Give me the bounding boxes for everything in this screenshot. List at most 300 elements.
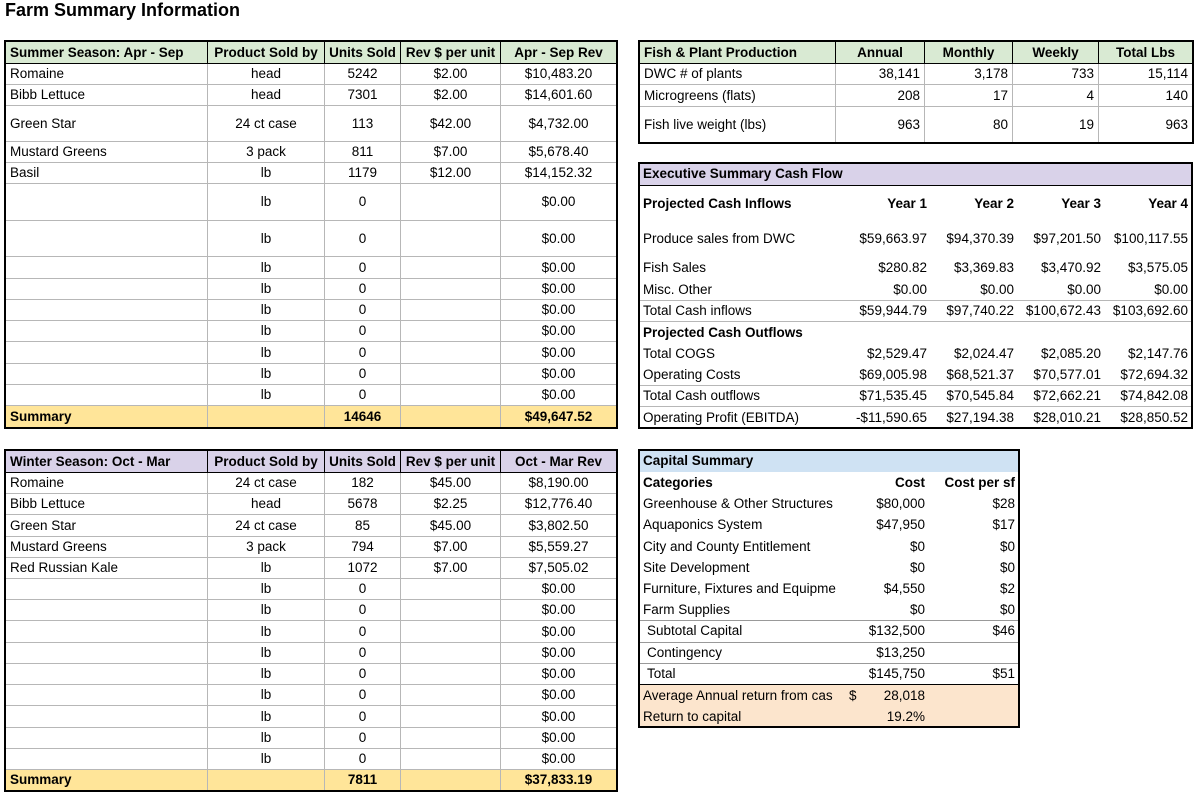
cell: 7301 (325, 85, 401, 106)
cell (401, 600, 501, 621)
cell: $4,732.00 (501, 106, 617, 142)
cell (208, 770, 325, 791)
cell: Total Cash inflows (639, 300, 844, 321)
table-row (6, 685, 617, 706)
cell: 963 (836, 107, 925, 143)
cell: $0.00 (501, 728, 617, 749)
cell: $0.00 (501, 749, 617, 770)
cell: Operating Costs (639, 364, 844, 385)
year-4-header: Year 4 (1148, 195, 1188, 211)
page-title: Farm Summary Information (5, 0, 241, 20)
cell (929, 684, 1019, 706)
cell: $94,370.39 (946, 231, 1014, 247)
summer-col-rev: Apr - Sep Rev (501, 42, 617, 64)
table-row (6, 300, 617, 321)
table-row (639, 343, 1192, 364)
cell: $0.00 (844, 279, 931, 300)
cell: $5,559.27 (501, 537, 617, 558)
cell: lb (208, 321, 325, 342)
table-row (639, 493, 1019, 514)
cell: $2.00 (401, 64, 501, 85)
production-col-name: Fish & Plant Production (640, 42, 836, 64)
cell: $0.00 (1018, 279, 1105, 300)
production-col-weekly: Weekly (1013, 42, 1099, 64)
cell (6, 385, 208, 406)
table-row (6, 706, 617, 728)
cell: 17 (925, 85, 1013, 107)
cell: $0.00 (501, 184, 617, 221)
table-row (639, 514, 1019, 536)
table-row (6, 142, 617, 163)
cell (401, 184, 501, 221)
cell: 0 (325, 685, 401, 706)
cash-outflows-header-row (639, 321, 1192, 343)
cell: $97,201.50 (1033, 231, 1101, 247)
production-header-row (640, 42, 1193, 64)
cell: $103,692.60 (1105, 300, 1192, 321)
cell (401, 706, 501, 728)
cell: $0.00 (501, 364, 617, 385)
cell: lb (208, 184, 325, 221)
cell: Red Russian Kale (6, 558, 208, 579)
cell: 0 (325, 600, 401, 621)
cell: $8,190.00 (501, 473, 617, 494)
cell: 0 (325, 321, 401, 342)
cell (6, 706, 208, 728)
table-row (6, 257, 617, 279)
cash-outflows-label: Projected Cash Outflows (643, 324, 803, 340)
cell: Bibb Lettuce (6, 85, 208, 106)
capital-title-row (639, 450, 1019, 472)
cell (6, 685, 208, 706)
cell (6, 621, 208, 643)
cell: $0 (909, 538, 925, 554)
table-row (6, 364, 617, 385)
cell: 811 (325, 142, 401, 163)
cell: lb (208, 221, 325, 257)
cell: $27,194.38 (946, 409, 1014, 425)
cell: Site Development (643, 559, 750, 575)
cell: $10,483.20 (501, 64, 617, 85)
cell: 0 (325, 184, 401, 221)
cell: $7.00 (401, 537, 501, 558)
table-row (640, 107, 1193, 143)
cell: 0 (325, 749, 401, 770)
summer-col-units: Units Sold (325, 42, 401, 64)
cell (401, 279, 501, 300)
table-row (6, 184, 617, 221)
cell: Romaine (6, 64, 208, 85)
table-row (639, 642, 1019, 663)
cell (401, 221, 501, 257)
cell: lb (208, 643, 325, 664)
cell: 38,141 (836, 64, 925, 85)
table-row (6, 621, 617, 643)
table-row (6, 106, 617, 142)
cell: 0 (325, 579, 401, 600)
winter-season-table (5, 450, 617, 791)
cell: $2,085.20 (1040, 345, 1101, 361)
cell: $2 (1000, 580, 1016, 596)
cash-flow-table (639, 163, 1192, 428)
cell: $4,550 (883, 580, 925, 596)
summer-col-rev-unit: Rev $ per unit (401, 42, 501, 64)
cell: Mustard Greens (6, 142, 208, 163)
cell: 3 pack (208, 537, 325, 558)
cell: 4 (1013, 85, 1099, 107)
cell: Misc. Other (639, 279, 844, 300)
cell: lb (208, 300, 325, 321)
table-row (639, 406, 1192, 428)
cell: Contingency (639, 642, 845, 663)
average-return-value: 28,018 (883, 687, 925, 703)
cell: Bibb Lettuce (6, 494, 208, 515)
currency-symbol: $ (849, 687, 857, 703)
cell: 0 (325, 728, 401, 749)
cell: lb (208, 385, 325, 406)
cell (6, 342, 208, 364)
table-row (6, 664, 617, 685)
cell: $0.00 (501, 579, 617, 600)
cell (401, 385, 501, 406)
cell: Total (639, 663, 845, 684)
cell: Fish Sales (643, 260, 707, 276)
cell: Green Star (6, 515, 208, 537)
table-row (6, 537, 617, 558)
production-table (639, 41, 1193, 143)
cell: DWC # of plants (640, 64, 836, 85)
cell (401, 406, 501, 428)
cell: Total Cash outflows (639, 385, 844, 406)
cell: 140 (1099, 85, 1193, 107)
cell: Summary (6, 406, 208, 428)
cell: lb (208, 749, 325, 770)
cell: $145,750 (845, 663, 929, 684)
cell: lb (208, 579, 325, 600)
cell: $100,672.43 (1018, 300, 1105, 321)
cell: $0 (1000, 559, 1016, 575)
cell: $37,833.19 (501, 770, 617, 791)
cell: $3,802.50 (501, 515, 617, 537)
cell (401, 364, 501, 385)
cell: $0.00 (501, 685, 617, 706)
winter-header-row (6, 451, 617, 473)
table-row (6, 342, 617, 364)
cell (6, 728, 208, 749)
cell (6, 221, 208, 257)
cell: $0.00 (501, 600, 617, 621)
table-row (6, 221, 617, 257)
cell: $14,601.60 (501, 85, 617, 106)
cell (401, 685, 501, 706)
capital-col-cost: Cost (895, 474, 925, 490)
cell: 0 (325, 385, 401, 406)
cell: 0 (325, 257, 401, 279)
cell: $0.00 (501, 221, 617, 257)
summer-header-row (6, 42, 617, 64)
cell: $13,250 (845, 642, 929, 663)
table-row (6, 64, 617, 85)
cell: $0.00 (931, 279, 1018, 300)
cell: lb (208, 558, 325, 579)
cell: 7811 (325, 770, 401, 791)
table-row (639, 300, 1192, 321)
cell: head (208, 494, 325, 515)
summer-season-table (5, 41, 617, 428)
cell (845, 684, 929, 706)
cell: $80,000 (876, 495, 925, 511)
table-row (639, 557, 1019, 578)
cell: 0 (325, 621, 401, 643)
cell: Average Annual return from cas (639, 684, 845, 706)
cell: $17 (992, 517, 1016, 533)
cell: 5678 (325, 494, 401, 515)
cell: lb (208, 706, 325, 728)
return-to-capital-row (639, 706, 1019, 727)
cell: lb (208, 685, 325, 706)
cell: $2.00 (401, 85, 501, 106)
cell: lb (208, 279, 325, 300)
cell: 3,178 (925, 64, 1013, 85)
cell: $0 (1000, 538, 1016, 554)
cell (401, 257, 501, 279)
cell: Fish live weight (lbs) (640, 107, 836, 143)
winter-col-rev-unit: Rev $ per unit (401, 451, 501, 473)
cell: $45.00 (401, 515, 501, 537)
table-row (6, 643, 617, 664)
summer-summary-row (6, 406, 617, 428)
cell: $3,575.05 (1127, 260, 1188, 276)
cell: $0.00 (501, 342, 617, 364)
summer-col-product: Summer Season: Apr - Sep (6, 42, 208, 64)
cell: 0 (325, 221, 401, 257)
cell (401, 342, 501, 364)
table-row (640, 85, 1193, 107)
cell: 0 (325, 706, 401, 728)
cell: $0.00 (1105, 279, 1192, 300)
cell: $0.00 (501, 257, 617, 279)
cell: 794 (325, 537, 401, 558)
production-col-annual: Annual (836, 42, 925, 64)
cash-flow-title-row (639, 163, 1192, 185)
production-col-monthly: Monthly (925, 42, 1013, 64)
cell: Romaine (6, 473, 208, 494)
cell: $28 (992, 495, 1016, 511)
table-row (640, 64, 1193, 85)
table-row (639, 599, 1019, 620)
cell: -$11,590.65 (855, 409, 927, 425)
cell: Mustard Greens (6, 537, 208, 558)
cell: 24 ct case (208, 515, 325, 537)
table-row (6, 321, 617, 342)
table-row (6, 600, 617, 621)
cell: 1179 (325, 163, 401, 184)
table-row (6, 515, 617, 537)
table-row (6, 728, 617, 749)
cash-inflows-header-row (639, 185, 1192, 221)
cell (401, 643, 501, 664)
table-row (639, 536, 1019, 557)
cell: $132,500 (845, 620, 929, 642)
table-row (639, 385, 1192, 406)
cell: 19 (1013, 107, 1099, 143)
capital-summary-table (639, 450, 1019, 727)
cell: 14646 (325, 406, 401, 428)
cell: $72,662.21 (1018, 385, 1105, 406)
cell: 24 ct case (208, 473, 325, 494)
table-row (6, 558, 617, 579)
cell (401, 770, 501, 791)
capital-header-row (639, 472, 1019, 493)
cell: $7,505.02 (501, 558, 617, 579)
cell: $12.00 (401, 163, 501, 184)
average-return-row (639, 684, 1019, 706)
cell (6, 600, 208, 621)
cell: lb (208, 257, 325, 279)
cell: $0 (1000, 601, 1016, 617)
cell: $2,529.47 (866, 345, 927, 361)
production-col-total: Total Lbs (1099, 42, 1193, 64)
cell: Greenhouse & Other Structures (643, 495, 833, 511)
cell (6, 300, 208, 321)
cell: Basil (6, 163, 208, 184)
cell: $3,470.92 (1040, 260, 1101, 276)
cell: $59,663.97 (859, 231, 927, 247)
cell: $0.00 (501, 643, 617, 664)
table-row (6, 749, 617, 770)
table-row (639, 578, 1019, 599)
cell: head (208, 64, 325, 85)
cell: $0.00 (501, 664, 617, 685)
cell: $0 (909, 559, 925, 575)
cell: $49,647.52 (501, 406, 617, 428)
table-row (639, 279, 1192, 300)
cell: 0 (325, 300, 401, 321)
cell: $0.00 (501, 621, 617, 643)
cell: $0.00 (501, 385, 617, 406)
cell: 733 (1013, 64, 1099, 85)
winter-col-units: Units Sold (325, 451, 401, 473)
cell: Return to capital (639, 706, 845, 727)
cell (6, 184, 208, 221)
table-row (639, 221, 1192, 257)
cell: $68,521.37 (931, 364, 1018, 385)
cell: Furniture, Fixtures and Equipme (643, 580, 836, 596)
cell: 113 (325, 106, 401, 142)
table-row (6, 494, 617, 515)
cell (401, 621, 501, 643)
cell: Total COGS (643, 345, 716, 361)
cell: lb (208, 342, 325, 364)
cell: $70,545.84 (931, 385, 1018, 406)
capital-col-categories: Categories (643, 474, 713, 490)
cell (208, 406, 325, 428)
cell: $12,776.40 (501, 494, 617, 515)
table-row (6, 473, 617, 494)
cell: 80 (925, 107, 1013, 143)
cell: Farm Supplies (643, 601, 731, 617)
cell: $100,117.55 (1113, 231, 1188, 247)
cell: 24 ct case (208, 106, 325, 142)
cell: $97,740.22 (931, 300, 1018, 321)
table-row (6, 85, 617, 106)
cell: 208 (836, 85, 925, 107)
cell: $51 (929, 663, 1019, 684)
table-row (6, 163, 617, 184)
cell: $2.25 (401, 494, 501, 515)
cell: lb (208, 621, 325, 643)
table-row (6, 579, 617, 600)
cell: 85 (325, 515, 401, 537)
cell: $0 (909, 601, 925, 617)
cell: 0 (325, 643, 401, 664)
cell (401, 728, 501, 749)
cell (401, 579, 501, 600)
cell: 0 (325, 279, 401, 300)
cell: 1072 (325, 558, 401, 579)
cell (6, 579, 208, 600)
cell: Summary (6, 770, 208, 791)
cell: Subtotal Capital (639, 620, 845, 642)
winter-col-rev: Oct - Mar Rev (501, 451, 617, 473)
cell: $14,152.32 (501, 163, 617, 184)
cell: $0.00 (501, 300, 617, 321)
cash-inflows-label: Projected Cash Inflows (643, 195, 792, 211)
capital-title: Capital Summary (643, 453, 754, 469)
cell: $74,842.08 (1105, 385, 1192, 406)
cell: Operating Profit (EBITDA) (643, 409, 800, 425)
cell: $7.00 (401, 558, 501, 579)
cell: $2,147.76 (1127, 345, 1188, 361)
cell: $69,005.98 (844, 364, 931, 385)
cell: lb (208, 600, 325, 621)
cell: 182 (325, 473, 401, 494)
table-row (639, 663, 1019, 684)
winter-col-sold-by: Product Sold by (208, 451, 325, 473)
cell: 0 (325, 364, 401, 385)
cash-flow-title: Executive Summary Cash Flow (639, 163, 1192, 185)
cell: $45.00 (401, 473, 501, 494)
cell: $0.00 (501, 321, 617, 342)
cell: $47,950 (876, 517, 925, 533)
cell: 963 (1099, 107, 1193, 143)
cell: lb (208, 664, 325, 685)
cell (6, 364, 208, 385)
cell: $5,678.40 (501, 142, 617, 163)
year-2-header: Year 2 (974, 195, 1014, 211)
cell: 0 (325, 664, 401, 685)
table-row (639, 620, 1019, 642)
table-row (639, 257, 1192, 279)
cell: Green Star (6, 106, 208, 142)
cell: $2,024.47 (953, 345, 1014, 361)
cell: 15,114 (1099, 64, 1193, 85)
cell (929, 706, 1019, 727)
capital-col-cost-sf: Cost per sf (944, 474, 1016, 490)
cell: $59,944.79 (844, 300, 931, 321)
cell: $7.00 (401, 142, 501, 163)
cell: $0.00 (501, 706, 617, 728)
cell: $28,850.52 (1120, 409, 1188, 425)
winter-summary-row (6, 770, 617, 791)
cell: 0 (325, 342, 401, 364)
cell (6, 643, 208, 664)
cell (6, 279, 208, 300)
cell: $28,010.21 (1033, 409, 1101, 425)
cell: 3 pack (208, 142, 325, 163)
table-row (639, 364, 1192, 385)
cell: $3,369.83 (953, 260, 1014, 276)
